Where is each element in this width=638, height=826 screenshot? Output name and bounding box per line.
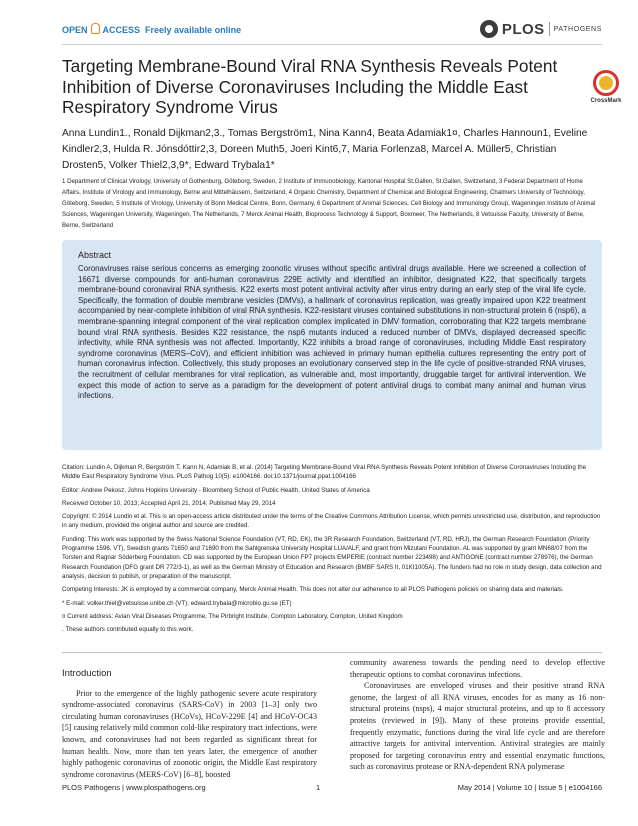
introduction-paragraph-2: Coronaviruses are enveloped viruses and their positive strand RNA genome, the largest of all RNA viruses, encodes for as many as 16 non-structural proteins (nsps), 4 major structural proteins, and up to 8 accessory proteins (reviewed in [9]). Many of these proteins provide essential, frequently enzymatic, functions during the viral life cycle and are therefore attractive targets for antiviral intervention. Antiviral strategies are mainly proposed for targeting coronavirus entry and essential enzymatic functions, such as coronavirus protease or RNA-dependent RNA polymerase [350, 681, 605, 772]
body-column-left [62, 668, 317, 780]
footer-issue: May 2014 | Volume 10 | Issue 5 | e1004166 [457, 783, 602, 792]
logo-divider [549, 22, 550, 36]
copyright: Copyright: © 2014 Lundin et al. This is an open-access article distributed under the terms of the Creative Commons Attribution License, which permits unrestricted use, distribution, and reproduction in any medium, provided the original author and source are credited. [62, 513, 601, 530]
journal-header [62, 20, 602, 46]
crossmark-badge[interactable] [584, 70, 628, 104]
editor: Editor: Andrew Pekosz, Johns Hopkins University - Bloomberg School of Public Health, United States of America [62, 486, 370, 494]
article-title: Targeting Membrane-Bound Viral RNA Synthesis Reveals Potent Inhibition of Diverse Coronaviruses Including the Middle East Respiratory Syndrome Virus [62, 56, 558, 117]
journal-name: PATHOGENS [553, 25, 602, 33]
open-access-badge[interactable] [62, 24, 241, 35]
citation: Citation: Lundin A, Dijkman R, Bergström T, Kann N, Adamiak B, et al. (2014) Targeting Membrane-Bound Viral RNA Synthesis Reveals Potent Inhibition of Diverse Coronaviruses Including the Middle East Respiratory Syndrome Virus. PLoS Pathog 10(5): e1004166. doi:10.1371/journal.ppat.1004166 [62, 464, 587, 481]
access-label: ACCESS [102, 24, 141, 35]
page-number: 1 [316, 783, 321, 792]
article-metadata [62, 463, 602, 638]
dates: Received October 10, 2013; Accepted April 21, 2014; Published May 29, 2014 [62, 499, 276, 507]
crossmark-icon [593, 70, 619, 96]
abstract-heading: Abstract [78, 250, 112, 260]
current-address: ¤ Current address: Avian Viral Diseases Programme, The Pirbright Institute, Compton Laboratory, Compton, United Kingdom [62, 612, 403, 620]
freely-available-label: Freely available online [145, 24, 242, 35]
open-access-lock-icon [91, 23, 100, 34]
header-divider [62, 44, 602, 45]
open-label: OPEN [62, 24, 88, 35]
introduction-heading: Introduction [62, 668, 112, 679]
abstract-box [62, 240, 602, 450]
affiliations: 1 Department of Clinical Virology, University of Gothenburg, Göteborg, Sweden, 2 Institute of Immunobiology, Kantonal Hospital St.Gallen, St.Gallen, Switzerland, 3 Federal Department of Home Affairs, Institute of Virology and Immunology, Berne and Mittelhäusern, Switzerland, 4 Organic Chemistry, Department of Chemical and Biological Engineering, Chalmers University of Technology, Göteborg, Sweden, 5 Institute of Virology, University of Bonn Medical Centre, Bonn, Germany, 6 Department of Animal Sciences, Cell Biology and Immunology Group, Wageningen Institute of Animal Sciences, Wageningen University, Wageningen, The Netherlands, 7 Merck Animal Health, Bioprocess Technology & Support, Boxmeer, The Netherlands, 8 Vetsuisse Faculty, University of Berne, Berne, Switzerland [62, 178, 596, 229]
introduction-paragraph-1-cont: community awareness towards the pending need to develop effective therapeutic options to combat coronavirus infections. [350, 658, 605, 679]
plos-logo-icon [480, 20, 498, 38]
publisher-name: PLOS [501, 20, 545, 38]
footer-journal[interactable]: PLOS Pathogens | www.plospathogens.org [62, 783, 206, 792]
crossmark-label: CrossMark [590, 98, 622, 104]
competing-interests: Competing Interests: JK is employed by a commercial company, Merck Animal Health. This does not alter our adherence to all PLOS Pathogens policies on sharing data and materials. [62, 586, 564, 594]
body-column-right [350, 657, 605, 773]
introduction-paragraph-1: Prior to the emergence of the highly pathogenic severe acute respiratory syndrome-associated coronavirus (SARS-CoV) in 2003 [1–3] only two circulating human coronaviruses (HCoVs), HCoV-229E [4] and HCoV-OC43 [5] causing relatively mild common cold-like respiratory tract infections, were known, and coronaviruses had not been regarded as significant threat for human health. Now, more than ten years later, the emergence of another highly pathogenic coronavirus of zoonotic origin, the Middle East respiratory syndrome coronavirus (MERS-CoV) [6–8], boosted [62, 688, 317, 779]
abstract-text: Coronaviruses raise serious concerns as emerging zoonotic viruses without specific antiviral drugs available. Here we screened a collection of 16671 diverse compounds for anti-human coronavirus 229E activity and identified an inhibitor, designated K22, that specifically targets membrane-bound coronaviral RNA synthesis. K22 exerts most potent antiviral activity after virus entry during an early step of the viral life cycle. Specifically, the formation of double membrane vesicles (DMVs), a hallmark of coronavirus replication, was greatly impaired upon K22 treatment accompanied by near-complete inhibition of viral RNA synthesis. K22-resistant viruses contained substitutions in non-structural protein 6 (nsp6), a membrane-spanning integral component of the viral replication complex implicated in DMV formation, corroborating that K22 targets membrane bound viral RNA synthesis. Besides K22 resistance, the nsp6 mutants induced a reduced number of DMVs, displayed decreased specific infectivity, while RNA synthesis was not affected. Importantly, K22 inhibits a broad range of coronaviruses, including Middle East respiratory syndrome coronavirus (MERS–CoV), and efficient inhibition was achieved in primary human epithelia cultures representing the entry port of human coronavirus infection. Collectively, this study proposes an evolutionary conserved step in the life cycle of positive-stranded RNA viruses, the recruitment of cellular membranes for viral replication, as vulnerable and, most importantly, druggable target for antiviral intervention. We expect this mode of action to serve as a paradigm for the development of potent antiviral drugs to combat many animal and human virus infections. [78, 264, 586, 401]
author-list: Anna Lundin1., Ronald Dijkman2,3., Tomas Bergström1, Nina Kann4, Beata Adamiak1¤, Charles Hannoun1, Eveline Kindler2,3, Hulda R. Jónsdóttir2,3, Doreen Muth5, Joeri Kint6,7, Maria Forlenza8, Marcel A. Müller5, Christian Drosten5, Volker Thiel2,3,9*, Edward Trybala1* [62, 128, 588, 171]
metadata-divider [62, 652, 602, 653]
equal-contribution-note: . These authors contributed equally to this work. [62, 626, 194, 634]
plos-logo[interactable] [480, 20, 602, 38]
funding: Funding: This work was supported by the Swiss National Science Foundation (VT, RD, EK), the 3R Research Foundation, Switzerland (VT, RD, HRJ), the German Research Foundation (Priority Programme 1596, VT), Swedish grants 71650 and 71690 from the Sahlgrenska University Hospital LUA/ALF, and grant from Mizutani Foundation. AL was supported by grant MN68/07 from the Torsten and Ragnar Söderberg Foundation. CD was supported by the European Union FP7 projects EMPERIE (contract number 223498) and ANTIGONE (contract number 278976), the German Research Foundation (DFG grant DR 772/3-1), as well as the German Ministry of Education and Research (BMBF SARS II, 01KI1005A). The funders had no role in study design, data collection and analysis, decision to publish, or preparation of the manuscript. [62, 535, 602, 580]
correspondence-email[interactable]: * E-mail: volker.thiel@vetsuisse.unibe.ch (VT); edward.trybala@microbio.gu.se (ET) [62, 599, 292, 607]
